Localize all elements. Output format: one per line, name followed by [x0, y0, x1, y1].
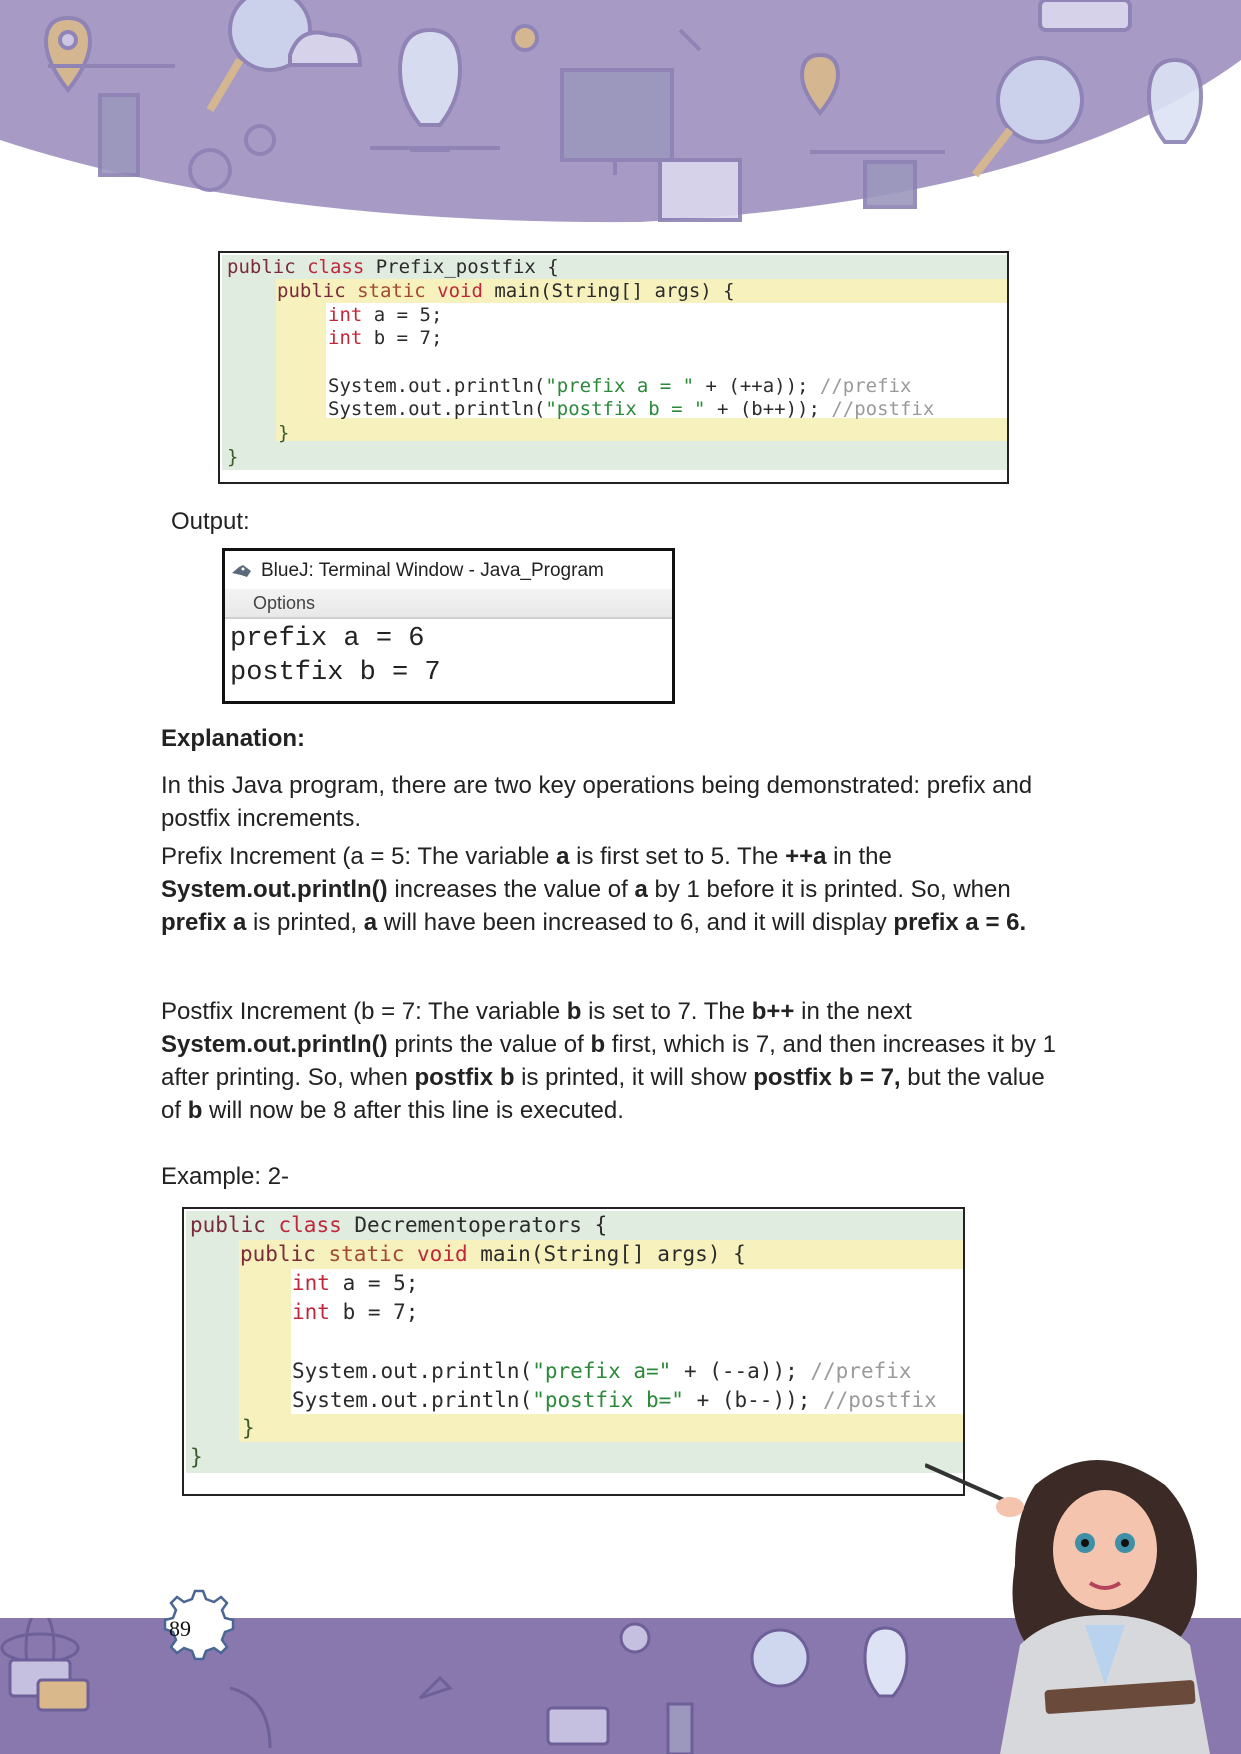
code-line-1: public class Prefix_postfix { [227, 256, 559, 278]
bluej-terminal-window [222, 548, 675, 704]
code-line-2: public static void main(String[] args) { [277, 280, 735, 302]
terminal-output-line-1: prefix a = 6 [230, 624, 425, 654]
code-line-7: } [242, 1416, 255, 1440]
code-line-6: System.out.println("postfix b = " + (b++)); //postfix [328, 398, 935, 420]
code-line-7: } [278, 422, 290, 444]
explanation-intro: In this Java program, there are two key operations being demonstrated: prefix and postfix increments. [161, 772, 1033, 832]
code-line-3: int a = 5; [292, 1271, 419, 1295]
code-line-4: int b = 7; [292, 1300, 419, 1324]
code-line-5: System.out.println("prefix a=" + (--a)); //prefix [292, 1359, 912, 1383]
code-line-4: int b = 7; [328, 327, 443, 349]
page-number-gear-icon [147, 1585, 243, 1671]
code-block-decrement [182, 1207, 965, 1496]
terminal-menubar [225, 589, 672, 619]
code-line-8: } [227, 446, 239, 468]
example-2-label: Example: 2- [161, 1163, 290, 1190]
output-label: Output: [171, 508, 250, 535]
bluej-bird-icon [231, 563, 253, 579]
terminal-title: BlueJ: Terminal Window - Java_Program [261, 560, 604, 581]
explanation-postfix: Postfix Increment (b = 7: The variable b is set to 7. The b++ in the next System.out.println() prints the value of b first, which is 7, and then increases it by 1 after printing. So, when postfix b is printed, it will show postfix b = 7, but the value of b will now be 8 after this line is executed. [161, 998, 1057, 1124]
explanation-prefix: Prefix Increment (a = 5: The variable a is first set to 5. The ++a in the System.out.println() increases the value of a by 1 before it is printed. So, when prefix a is printed, a will have been increased to 6, and it will display prefix a = 6. [161, 843, 1027, 936]
code-block-prefix-postfix [218, 251, 1009, 484]
code-line-3: int a = 5; [328, 304, 443, 326]
menu-options[interactable]: Options [253, 593, 316, 613]
explanation-heading: Explanation: [161, 725, 306, 752]
terminal-titlebar [231, 557, 604, 585]
code-line-6: System.out.println("postfix b=" + (b--)); //postfix [292, 1388, 937, 1412]
code-line-1: public class Decrementoperators { [190, 1213, 608, 1237]
code-line-2: public static void main(String[] args) { [240, 1242, 746, 1266]
header-decorative-band [0, 0, 1241, 225]
page-number: 89 [169, 1616, 191, 1641]
teacher-character-illustration [925, 1445, 1225, 1754]
terminal-output-line-2: postfix b = 7 [230, 658, 441, 688]
code-line-8: } [190, 1445, 203, 1469]
code-line-5: System.out.println("prefix a = " + (++a)); //prefix [328, 375, 912, 397]
